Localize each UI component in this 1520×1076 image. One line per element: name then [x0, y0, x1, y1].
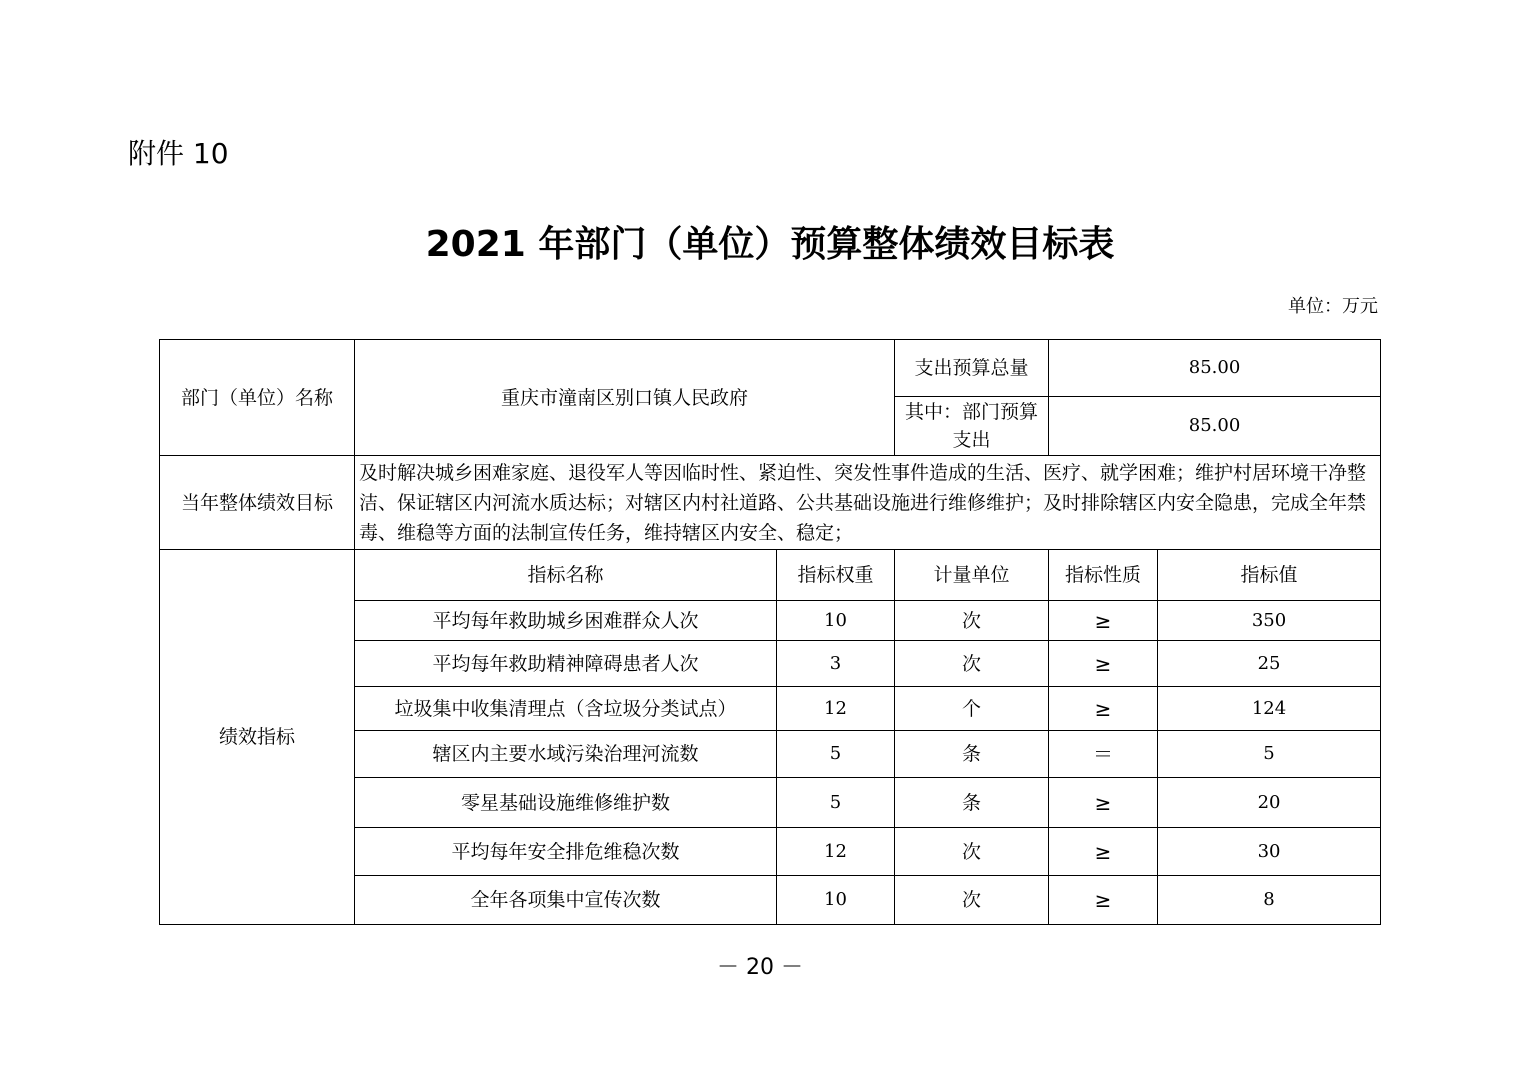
dept-budget-value: 85.00	[1049, 397, 1381, 456]
column-header-unit: 计量单位	[895, 550, 1049, 601]
indicator-unit: 个	[895, 687, 1049, 731]
unit-label: 单位：万元	[1288, 296, 1378, 317]
indicator-name: 平均每年安全排危维稳次数	[355, 828, 777, 876]
indicator-unit: 次	[895, 641, 1049, 687]
indicator-value: 350	[1158, 601, 1381, 641]
indicator-nature: ＝	[1049, 731, 1158, 778]
budget-total-value: 85.00	[1049, 340, 1381, 397]
indicator-value: 25	[1158, 641, 1381, 687]
indicator-nature: ≥	[1049, 641, 1158, 687]
indicator-nature: ≥	[1049, 601, 1158, 641]
column-header-nature: 指标性质	[1049, 550, 1158, 601]
indicator-nature: ≥	[1049, 876, 1158, 925]
dept-name-label: 部门（单位）名称	[160, 340, 355, 456]
attachment-label: 附件 10	[128, 137, 229, 170]
indicator-weight: 12	[777, 687, 895, 731]
indicator-value: 30	[1158, 828, 1381, 876]
column-header-value: 指标值	[1158, 550, 1381, 601]
indicator-nature: ≥	[1049, 687, 1158, 731]
budget-total-label: 支出预算总量	[895, 340, 1049, 397]
page-number: － 20 －	[717, 955, 803, 980]
indicator-value: 124	[1158, 687, 1381, 731]
indicator-weight: 5	[777, 778, 895, 828]
indicator-name: 辖区内主要水域污染治理河流数	[355, 731, 777, 778]
indicator-unit: 次	[895, 601, 1049, 641]
indicator-unit: 次	[895, 828, 1049, 876]
indicator-name: 全年各项集中宣传次数	[355, 876, 777, 925]
indicator-weight: 10	[777, 601, 895, 641]
column-header-name: 指标名称	[355, 550, 777, 601]
indicator-name: 垃圾集中收集清理点（含垃圾分类试点）	[355, 687, 777, 731]
goal-text: 及时解决城乡困难家庭、退役军人等因临时性、紧迫性、突发性事件造成的生活、医疗、就学困难；维护村居环境干净整洁、保证辖区内河流水质达标；对辖区内村社道路、公共基础设施进行维修维护；及时排除辖区内安全隐患，完成全年禁毒、维稳等方面的法制宣传任务，维持辖区内安全、稳定；	[355, 456, 1381, 550]
indicator-weight: 5	[777, 731, 895, 778]
indicator-nature: ≥	[1049, 778, 1158, 828]
indicators-label: 绩效指标	[160, 550, 355, 925]
dept-budget-label-line2: 支出	[952, 429, 991, 451]
indicator-unit: 条	[895, 731, 1049, 778]
dept-budget-label	[895, 397, 1049, 456]
dept-budget-label-line1: 其中：部门预算	[905, 401, 1039, 423]
goal-label: 当年整体绩效目标	[160, 456, 355, 550]
indicator-nature: ≥	[1049, 828, 1158, 876]
indicator-value: 20	[1158, 778, 1381, 828]
indicator-value: 8	[1158, 876, 1381, 925]
indicator-unit: 次	[895, 876, 1049, 925]
indicator-weight: 10	[777, 876, 895, 925]
indicator-value: 5	[1158, 731, 1381, 778]
indicator-name: 平均每年救助精神障碍患者人次	[355, 641, 777, 687]
performance-target-table	[159, 339, 1381, 925]
dept-name-value: 重庆市潼南区别口镇人民政府	[355, 340, 895, 456]
document-title: 2021 年部门（单位）预算整体绩效目标表	[425, 224, 1115, 265]
column-header-weight: 指标权重	[777, 550, 895, 601]
indicator-unit: 条	[895, 778, 1049, 828]
indicator-name: 平均每年救助城乡困难群众人次	[355, 601, 777, 641]
indicator-name: 零星基础设施维修维护数	[355, 778, 777, 828]
indicator-weight: 3	[777, 641, 895, 687]
indicator-weight: 12	[777, 828, 895, 876]
